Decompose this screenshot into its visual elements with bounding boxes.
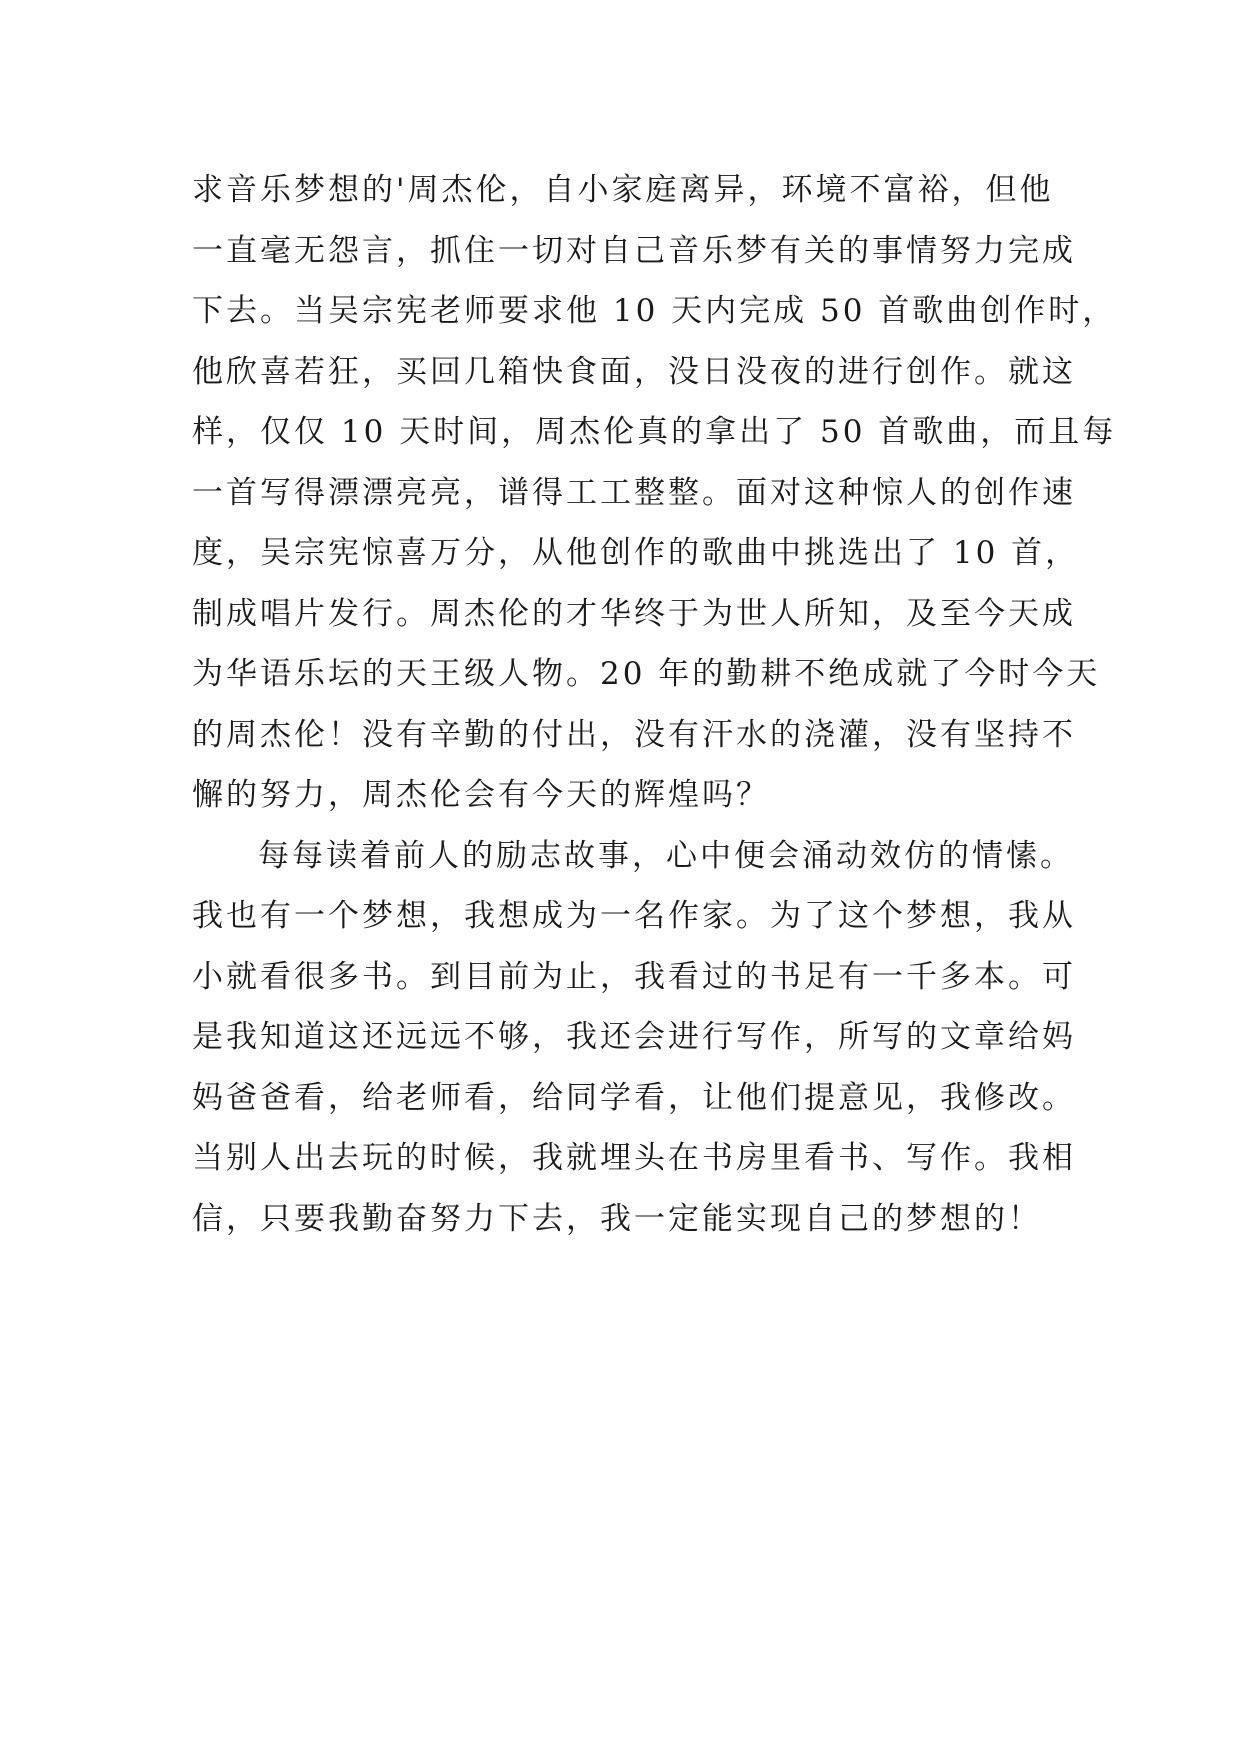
text-line: 一首写得漂漂亮亮，谱得工工整整。面对这种惊人的创作速 [192,474,1076,511]
text-line: 度，吴宗宪惊喜万分，从他创作的歌曲中挑选出了 10 首， [192,535,1080,571]
text-line: 是我知道这还远远不够，我还会进行写作，所写的文章给妈 [192,1019,1076,1055]
text-line: 信，只要我勤奋努力下去，我一定能实现自己的梦想的！ [192,1200,1042,1237]
text-line: 妈爸爸看，给老师看，给同学看，让他们提意见，我修改。 [192,1079,1076,1116]
text-line: 他欣喜若狂，买回几箱快食面，没日没夜的进行创作。就这 [192,353,1076,390]
paragraph-first-line: 每每读着前人的励志故事，心中便会涌动效仿的情愫。 [258,837,1074,874]
text-line: 为华语乐坛的天王级人物。20 年的勤耕不绝成就了今时今天 [192,656,1101,692]
text-line: 样，仅仅 10 天时间，周杰伦真的拿出了 50 首歌曲，而且每 [192,414,1117,450]
text-line: 的周杰伦！没有辛勤的付出，没有汗水的浇灌，没有坚持不 [192,716,1076,753]
text-line: 懈的努力，周杰伦会有今天的辉煌吗？ [192,777,770,813]
text-line: 当别人出去玩的时候，我就埋头在书房里看书、写作。我相 [192,1140,1076,1176]
text-line: 制成唱片发行。周杰伦的才华终于为世人所知，及至今天成 [192,595,1076,632]
text-line: 我也有一个梦想，我想成为一名作家。为了这个梦想，我从 [192,898,1076,934]
text-line: 一直毫无怨言，抓住一切对自己音乐梦有关的事情努力完成 [192,232,1076,269]
document-body [192,160,1117,1249]
text-line: 小就看很多书。到目前为止，我看过的书足有一千多本。可 [192,958,1076,995]
text-line: 求音乐梦想的'周杰伦，自小家庭离异，环境不富裕，但他 [192,172,1054,208]
text-line: 下去。当吴宗宪老师要求他 10 天内完成 50 首歌曲创作时， [192,293,1117,329]
